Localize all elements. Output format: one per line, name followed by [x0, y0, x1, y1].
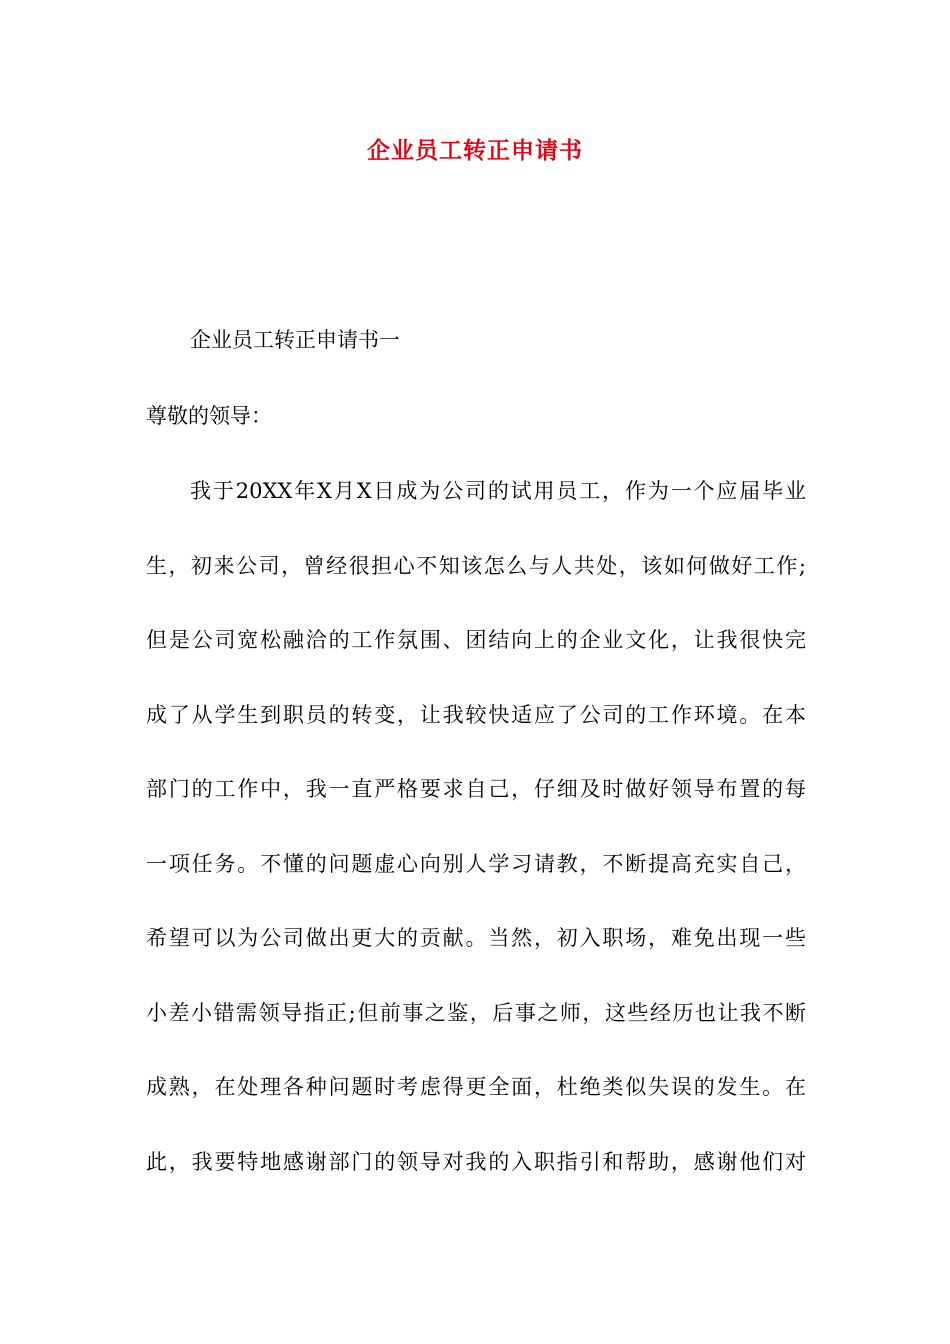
body-paragraph — [146, 476, 806, 1221]
body-line: 但是公司宽松融洽的工作氛围、团结向上的企业文化，让我很快完 — [146, 628, 806, 652]
body-line: 此，我要特地感谢部门的领导对我的入职指引和帮助，感谢他们对 — [146, 1149, 806, 1174]
body-line: 成熟，在处理各种问题时考虑得更全面，杜绝类似失误的发生。在 — [146, 1075, 806, 1099]
body-line: 一项任务。不懂的问题虚心向别人学习请教，不断提高充实自己， — [146, 851, 806, 876]
body-line: 我于20XX年X月X日成为公司的试用员工，作为一个应届毕业 — [190, 479, 806, 503]
document-title: 企业员工转正申请书 — [367, 138, 583, 164]
salutation: 尊敬的领导： — [146, 404, 272, 428]
body-line: 希望可以为公司做出更大的贡献。当然，初入职场，难免出现一些 — [146, 926, 806, 950]
body-line: 成了从学生到职员的转变，让我较快适应了公司的工作环境。在本 — [146, 702, 806, 727]
body-line: 小差小错需领导指正;但前事之鉴，后事之师，这些经历也让我不断 — [146, 1000, 806, 1025]
section-heading: 企业员工转正申请书一 — [190, 328, 400, 352]
body-line: 生，初来公司，曾经很担心不知该怎么与人共处，该如何做好工作; — [146, 553, 806, 578]
body-line: 部门的工作中，我一直严格要求自己，仔细及时做好领导布置的每 — [146, 777, 806, 801]
